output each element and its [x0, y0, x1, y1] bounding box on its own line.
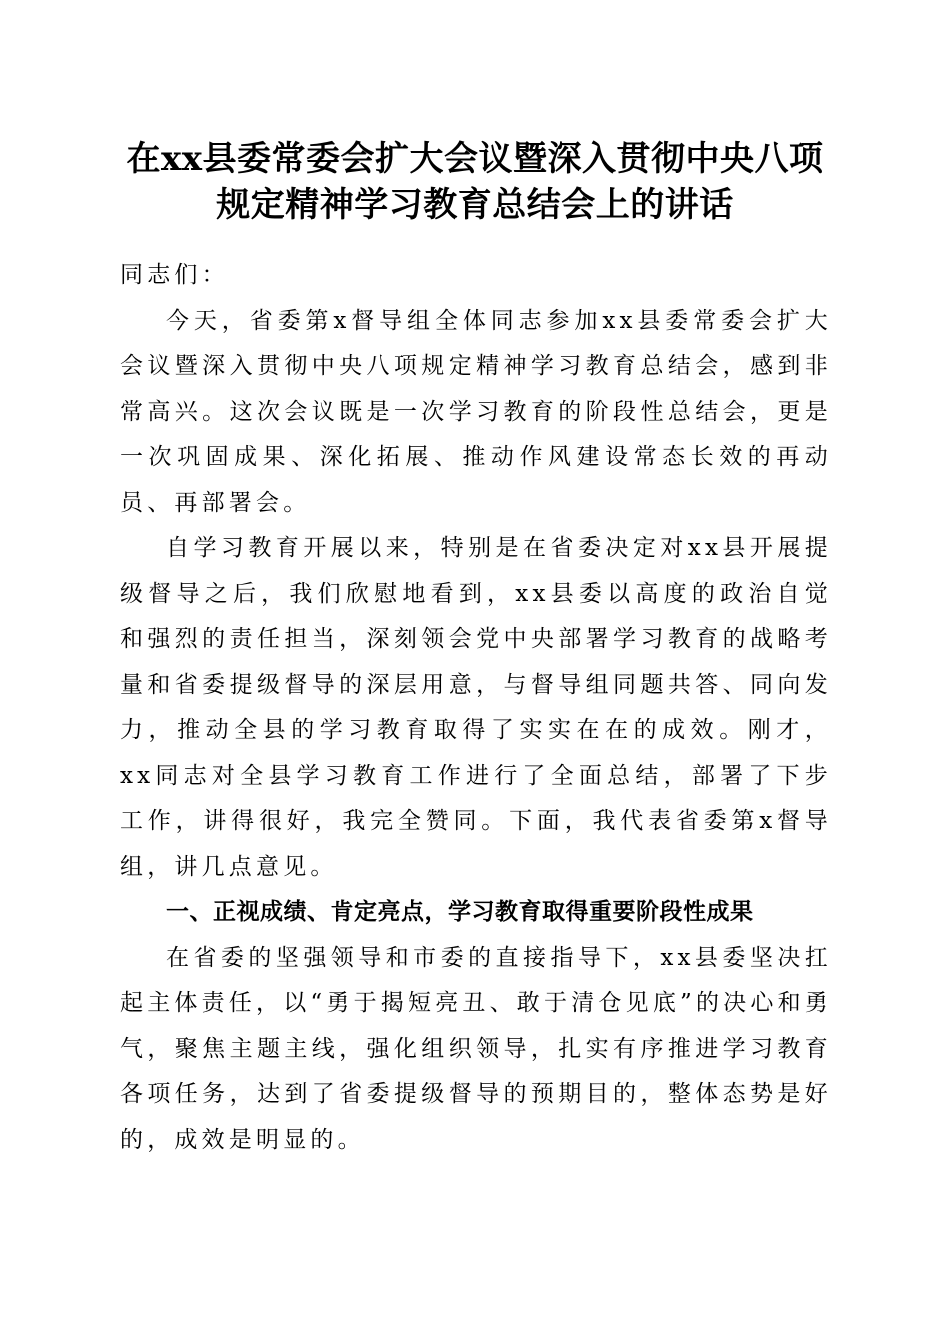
section-paragraph-1: 在省委的坚强领导和市委的直接指导下，xx县委坚决扛起主体责任，以“勇于揭短亮丑、敢于清仓见底”的决心和勇气，聚焦主题主线，强化组织领导，扎实有序推进学习教育各项任务，达到了省委提级督导的预期目的，整体态势是好的，成效是明显的。: [120, 944, 832, 1153]
body-paragraph-2: 自学习教育开展以来，特别是在省委决定对xx县开展提级督导之后，我们欣慰地看到，xx县委以高度的政治自觉和强烈的责任担当，深刻领会党中央部署学习教育的战略考量和省委提级督导的深层用意，与督导组同题共答、同向发力，推动全县的学习教育取得了实实在在的成效。刚才，xx同志对全县学习教育工作进行了全面总结，部署了下步工作，讲得很好，我完全赞同。下面，我代表省委第x督导组，讲几点意见。: [120, 535, 832, 880]
body-paragraph-1: 今天，省委第x督导组全体同志参加xx县委常委会扩大会议暨深入贯彻中央八项规定精神学习教育总结会，感到非常高兴。这次会议既是一次学习教育的阶段性总结会，更是一次巩固成果、深化拓展、推动作风建设常态长效的再动员、再部署会。: [120, 307, 832, 516]
section-heading-1: 一、正视成绩、肯定亮点，学习教育取得重要阶段性成果: [166, 899, 754, 925]
salutation: 同志们：: [120, 262, 229, 288]
document-body: [120, 253, 832, 1163]
document-title: 在xx县委常委会扩大会议暨深入贯彻中央八项规定精神学习教育总结会上的讲话: [126, 139, 824, 225]
